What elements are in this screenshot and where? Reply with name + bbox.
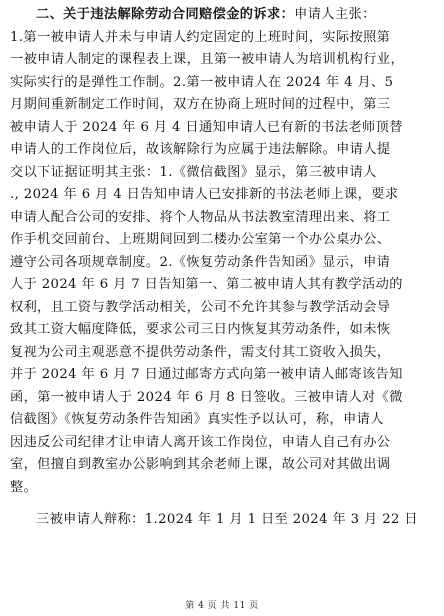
paragraph-line: 交以下证据证明其主张：1.《微信截图》显示，第三被申请人 xyxy=(10,164,377,180)
paragraph-line: 复视为公司主观恶意不提供劳动条件，需支付其工资收入损失， xyxy=(10,344,391,360)
paragraph-line: 实际实行的是弹性工作制。2.第一被申请人在 2024 年 4 月、5 xyxy=(10,74,394,90)
paragraph-line: 人于 2024 年 6 月 7 日告知第一、第二被申请人其有教学活动的 xyxy=(10,277,403,292)
paragraph-spacing xyxy=(10,499,436,509)
paragraph-line: 权利，且工资与教学活动相关，公司不允许其参与教学活动会导 xyxy=(10,299,391,315)
paragraph-line: 函，第一被申请人于 2024 年 6 月 8 日签收。三被申请人对《微 xyxy=(10,389,403,405)
paragraph-line: 并于 2024 年 6 月 7 日通过邮寄方式向第一被申请人邮寄该告知 xyxy=(10,367,403,382)
paragraph-line: 被申请人于 2024 年 6 月 4 日通知申请人已有新的书法老师顶替 xyxy=(10,119,403,135)
claim-paragraph xyxy=(10,27,436,500)
paragraph-line: 申请人配合公司的安排、将个人物品从书法教室清理出来、将工 xyxy=(10,209,391,225)
paragraph-line: 致其工资大幅度降低，要求公司三日内恢复其劳动条件，如未恢 xyxy=(10,322,391,337)
paragraph-line: 信截图》《恢复劳动条件告知函》真实性予以认可，称，申请人 xyxy=(10,412,384,427)
paragraph-line: 整。 xyxy=(10,479,38,495)
paragraph-line: 作手机交回前台、上班期间回到二楼办公室第一个办公桌办公、 xyxy=(10,232,391,247)
paragraph-line: 一被申请人制定的课程表上课，且第一被申请人为培训机构行业， xyxy=(10,52,405,67)
document-body xyxy=(10,4,436,532)
paragraph-line: 室，但擅自到教室办公影响到其余老师上课，故公司对其做出调 xyxy=(10,457,391,472)
section-heading xyxy=(10,4,436,27)
paragraph-line: 遵守公司各项规章制度。2.《恢复劳动条件告知函》显示，申请 xyxy=(10,254,391,270)
paragraph-line: 因违反公司纪律才让申请人离开该工作岗位，申请人自己有办公 xyxy=(10,434,391,450)
page-number-footer: 第 4 页 共 11 页 xyxy=(185,601,259,611)
paragraph-line: 申请人的工作岗位后，故该解除行为应属于违法解除。申请人提 xyxy=(10,142,391,157)
paragraph-line: ., 2024 年 6 月 4 日告知申请人已安排新的书法老师上课，要求 xyxy=(10,187,399,202)
section-heading-claimant: 申请人主张： xyxy=(294,7,376,22)
section-heading-title: 二、关于违法解除劳动合同赔偿金的诉求： xyxy=(36,7,295,22)
defense-paragraph-start: 三被申请人辩称：1.2024 年 1 月 1 日至 2024 年 3 月 22 日 xyxy=(36,512,418,527)
paragraph-line: 1.第一被申请人并未与申请人约定固定的上班时间，实际按照第 xyxy=(10,29,391,45)
paragraph-line: 月期间重新制定工作时间，双方在协商上班时间的过程中，第三 xyxy=(10,97,391,112)
